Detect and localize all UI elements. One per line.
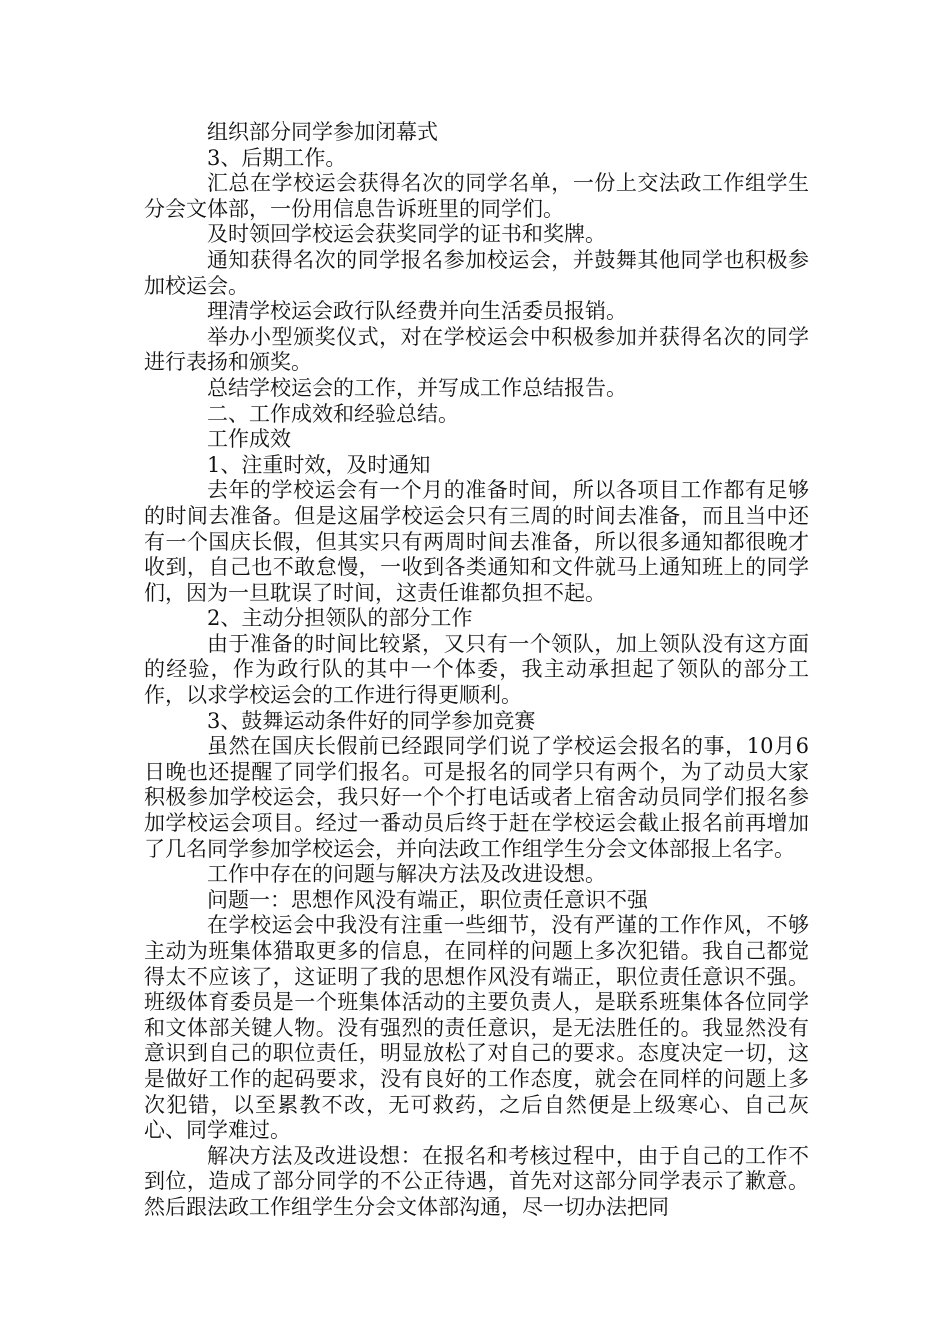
paragraph: 去年的学校运会有一个月的准备时间，所以各项目工作都有足够的时间去准备。但是这届学校运会只有三周的时间去准备，而且当中还有一个国庆长假，但其实只有两周时间去准备，所以很多通知都很晚才收到，自己也不敢怠慢，一收到各类通知和文件就马上通知班上的同学们，因为一旦耽误了时间，这责任谁都负担不起。 (144, 478, 809, 605)
item-heading: 2、主动分担领队的部分工作 (207, 606, 473, 631)
paragraph: 理清学校运会政行队经费并向生活委员报销。 (207, 299, 627, 324)
section-heading: 工作中存在的问题与解决方法及改进设想。 (207, 862, 606, 887)
item-heading: 问题一：思想作风没有端正，职位责任意识不强 (207, 887, 648, 912)
paragraph: 在学校运会中我没有注重一些细节，没有严谨的工作作风，不够主动为班集体猎取更多的信息，在同样的问题上多次犯错。我自己都觉得太不应该了，这证明了我的思想作风没有端正，职位责任意识不强。班级体育委员是一个班集体活动的主要负责人，是联系班集体各位同学和文体部关键人物。没有强烈的责任意识，是无法胜任的。我显然没有意识到自己的职位责任，明显放松了对自己的要求。态度决定一切，这是做好工作的起码要求，没有良好的工作态度，就会在同样的问题上多次犯错，以至累教不改，无可救药，之后自然便是上级寒心、自己灰心、同学难过。 (144, 913, 809, 1143)
document-body (144, 120, 809, 1221)
paragraph: 组织部分同学参加闭幕式 (207, 120, 438, 144)
paragraph: 由于准备的时间比较紧，又只有一个领队，加上领队没有这方面的经验，作为政行队的其中一个体委，我主动承担起了领队的部分工作，以求学校运会的工作进行得更顺利。 (144, 631, 809, 708)
paragraph: 虽然在国庆长假前已经跟同学们说了学校运会报名的事，10月6日晚也还提醒了同学们报名。可是报名的同学只有两个，为了动员大家积极参加学校运会，我只好一个个打电话或者上宿舍动员同学们报名参加学校运会项目。经过一番动员后终于赶在学校运会截止报名前再增加了几名同学参加学校运会，并向法政工作组学生分会文体部报上名字。 (144, 734, 809, 861)
subsection-heading: 工作成效 (207, 427, 291, 452)
item-heading: 1、注重时效，及时通知 (207, 452, 431, 477)
paragraph: 汇总在学校运会获得名次的同学名单，一份上交法政工作组学生分会文体部，一份用信息告诉班里的同学们。 (144, 171, 809, 221)
item-heading: 3、鼓舞运动条件好的同学参加竞赛 (207, 708, 536, 733)
paragraph: 总结学校运会的工作，并写成工作总结报告。 (207, 375, 627, 400)
paragraph: 举办小型颁奖仪式，对在学校运会中积极参加并获得名次的同学进行表扬和颁奖。 (144, 324, 809, 375)
paragraph: 通知获得名次的同学报名参加校运会，并鼓舞其他同学也积极参加校运会。 (144, 247, 809, 298)
section-heading: 二、工作成效和经验总结。 (207, 401, 459, 426)
paragraph: 3、后期工作。 (207, 145, 347, 170)
paragraph: 及时领回学校运会获奖同学的证书和奖牌。 (207, 222, 606, 247)
paragraph: 解决方法及改进设想：在报名和考核过程中，由于自己的工作不到位，造成了部分同学的不公正待遇，首先对这部分同学表示了歉意。然后跟法政工作组学生分会文体部沟通，尽一切办法把同 (144, 1143, 809, 1219)
